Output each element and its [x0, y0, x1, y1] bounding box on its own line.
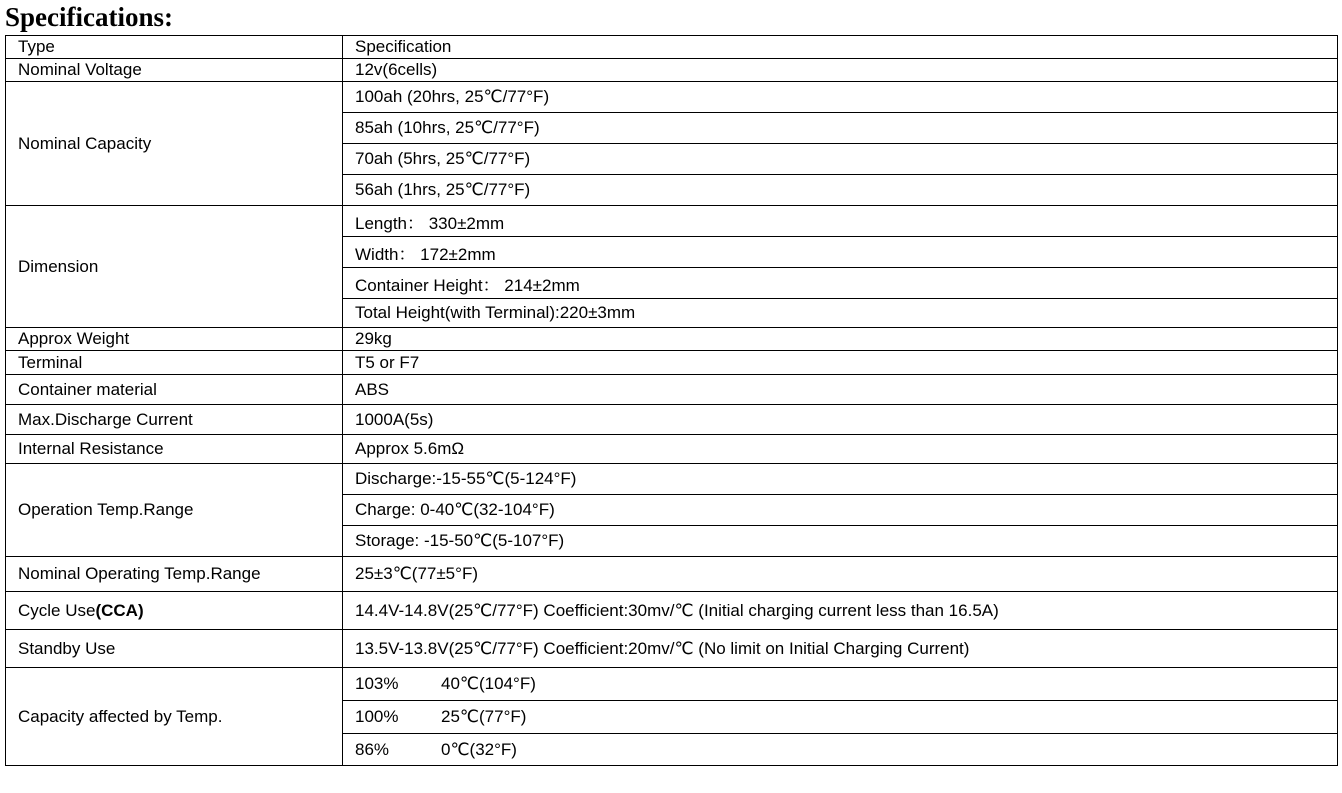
row-label: Operation Temp.Range	[6, 464, 343, 557]
page-title: Specifications:	[5, 2, 173, 32]
table-row	[6, 464, 1338, 495]
row-label	[6, 592, 343, 630]
row-value	[343, 701, 1338, 734]
row-value: ABS	[343, 375, 1338, 405]
row-value: Charge: 0-40℃(32-104°F)	[343, 495, 1338, 526]
table-row	[6, 630, 1338, 668]
row-label: Nominal Voltage	[6, 59, 343, 82]
cycle-use-cca: (CCA)	[95, 600, 144, 620]
header-specification: Specification	[343, 36, 1338, 59]
row-value: Approx 5.6mΩ	[343, 435, 1338, 464]
table-row	[6, 351, 1338, 375]
table-row	[6, 206, 1338, 237]
row-value: Total Height(with Terminal):220±3mm	[343, 299, 1338, 328]
table-row	[6, 435, 1338, 464]
table-row	[6, 668, 1338, 701]
row-label: Terminal	[6, 351, 343, 375]
capacity-temp: 40℃(104°F)	[441, 674, 536, 693]
table-row	[6, 592, 1338, 630]
table-row	[6, 36, 1338, 59]
capacity-percent: 100%	[355, 707, 399, 726]
row-label: Container material	[6, 375, 343, 405]
table-row	[6, 59, 1338, 82]
row-value: 100ah (20hrs, 25℃/77°F)	[343, 82, 1338, 113]
row-value: T5 or F7	[343, 351, 1338, 375]
row-label: Approx Weight	[6, 328, 343, 351]
row-value	[343, 734, 1338, 766]
row-value: 13.5V-13.8V(25℃/77°F) Coefficient:20mv/℃ (No limit on Initial Charging Current)	[343, 630, 1338, 668]
row-value: Discharge:-15-55℃(5-124°F)	[343, 464, 1338, 495]
capacity-percent: 86%	[355, 739, 390, 759]
table-row	[6, 557, 1338, 592]
row-value: 1000A(5s)	[343, 405, 1338, 435]
row-value: 25±3℃(77±5°F)	[343, 557, 1338, 592]
capacity-temp: 0℃(32°F)	[441, 739, 517, 759]
row-value: 29kg	[343, 328, 1338, 351]
table-row	[6, 328, 1338, 351]
row-value: 70ah (5hrs, 25℃/77°F)	[343, 144, 1338, 175]
row-value: Length： 330±2mm	[343, 206, 1338, 237]
row-label: Dimension	[6, 206, 343, 328]
row-label: Nominal Capacity	[6, 82, 343, 206]
row-label: Internal Resistance	[6, 435, 343, 464]
row-value: Width： 172±2mm	[343, 237, 1338, 268]
row-value: 85ah (10hrs, 25℃/77°F)	[343, 113, 1338, 144]
row-value: 56ah (1hrs, 25℃/77°F)	[343, 175, 1338, 206]
table-row	[6, 405, 1338, 435]
cycle-use-label: Cycle Use	[18, 600, 96, 620]
table-row	[6, 375, 1338, 405]
row-value: 12v(6cells)	[343, 59, 1338, 82]
row-value: Storage: -15-50℃(5-107°F)	[343, 526, 1338, 557]
capacity-temp: 25℃(77°F)	[441, 707, 527, 726]
row-value: 14.4V-14.8V(25℃/77°F) Coefficient:30mv/℃ (Initial charging current less than 16.5A)	[343, 592, 1338, 630]
row-label: Max.Discharge Current	[6, 405, 343, 435]
row-value: Container Height： 214±2mm	[343, 268, 1338, 299]
capacity-percent: 103%	[355, 674, 399, 693]
row-label: Nominal Operating Temp.Range	[6, 557, 343, 592]
row-label: Standby Use	[6, 630, 343, 668]
row-label: Capacity affected by Temp.	[6, 668, 343, 766]
specifications-table	[5, 35, 1338, 766]
header-type: Type	[6, 36, 343, 59]
table-row	[6, 82, 1338, 113]
row-value	[343, 668, 1338, 701]
